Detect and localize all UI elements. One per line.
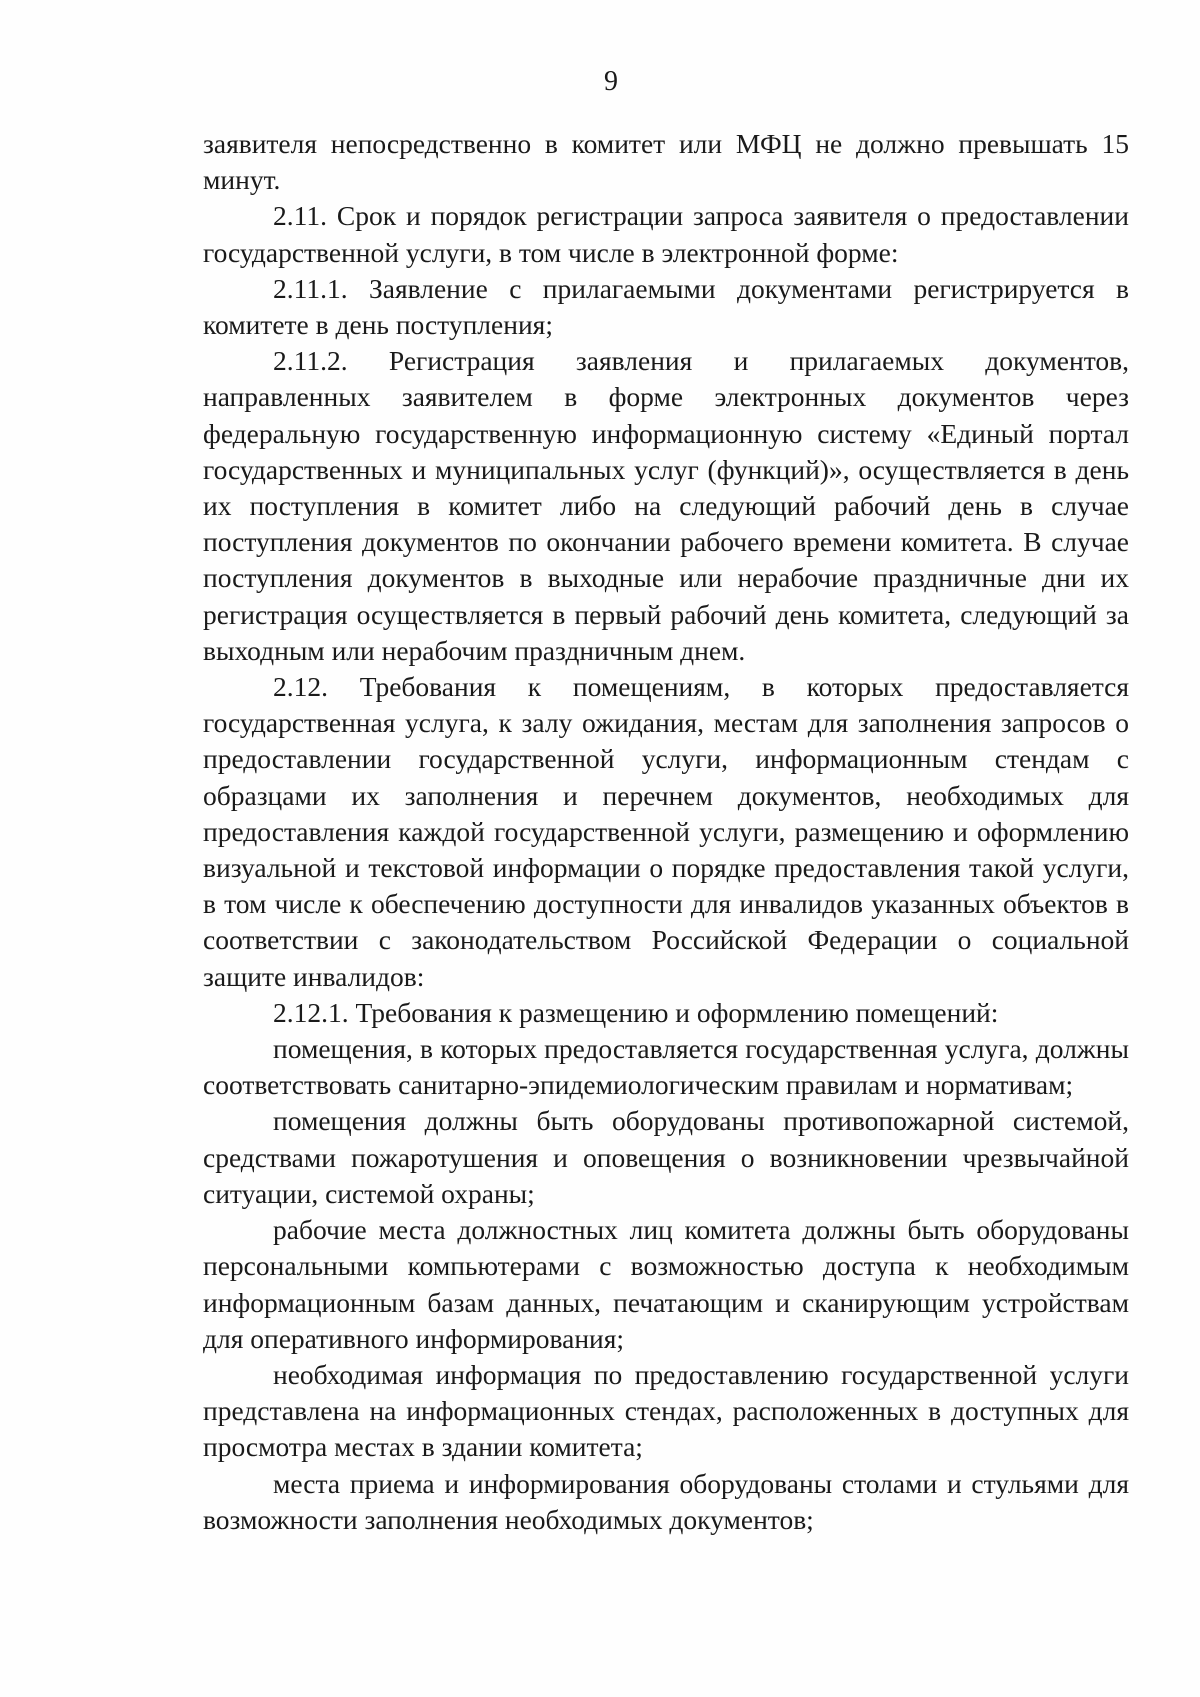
- paragraph-2-11-1: 2.11.1. Заявление с прилагаемыми документами регистрируется в комитете в день поступления;: [203, 272, 1129, 341]
- list-item-fire-safety: помещения должны быть оборудованы противопожарной системой, средствами пожаротушения и оповещения о возникновении чрезвычайной ситуации, системой охраны;: [203, 1105, 1129, 1209]
- paragraph-2-11-2: 2.11.2. Регистрация заявления и прилагаемых документов, направленных заявителем в форме электронных документов через федеральную государственную информационную систему «Единый портал государственных и муниципальных услуг (функций)», осуществляется в день их поступления в комитет либо на следующий рабочий день в случае поступления документов по окончании рабочего времени комитета. В случае поступления документов в выходные или нерабочие праздничные дни их регистрация осуществляется в первый рабочий день комитета, следующий за выходным или нерабочим праздничным днем.: [203, 345, 1129, 666]
- document-body: [203, 126, 1129, 1538]
- list-item-sanitary: помещения, в которых предоставляется государственная услуга, должны соответствовать санитарно-эпидемиологическим правилам и нормативам;: [203, 1033, 1129, 1101]
- page-number: 9: [604, 66, 618, 97]
- list-item-reception: места приема и информирования оборудованы столами и стульями для возможности заполнения необходимых документов;: [203, 1467, 1129, 1535]
- paragraph-2-11: 2.11. Срок и порядок регистрации запроса заявителя о предоставлении государственной услуги, в том числе в электронной форме:: [203, 200, 1129, 268]
- paragraph-2-12-1: 2.12.1. Требования к размещению и оформлению помещений:: [273, 996, 999, 1028]
- list-item-workplaces: рабочие места должностных лиц комитета должны быть оборудованы персональными компьютерами с возможностью доступа к необходимым информационным базам данных, печатающим и сканирующим устройствам для оперативного информирования;: [203, 1214, 1129, 1354]
- paragraph-2-12: 2.12. Требования к помещениям, в которых предоставляется государственная услуга, к залу ожидания, местам для заполнения запросов о предоставлении государственной услуги, информационным стендам с образцами их заполнения и перечнем документов, необходимых для предоставления каждой государственной услуги, размещению и оформлению визуальной и текстовой информации о порядке предоставления такой услуги, в том числе к обеспечению доступности для инвалидов указанных объектов в соответствии с законодательством Российской Федерации о социальной защите инвалидов:: [203, 671, 1129, 992]
- paragraph-continuation: заявителя непосредственно в комитет или МФЦ не должно превышать 15 минут.: [203, 128, 1129, 196]
- list-item-info-stands: необходимая информация по предоставлению государственной услуги представлена на информационных стендах, расположенных в доступных для просмотра местах в здании комитета;: [203, 1358, 1129, 1463]
